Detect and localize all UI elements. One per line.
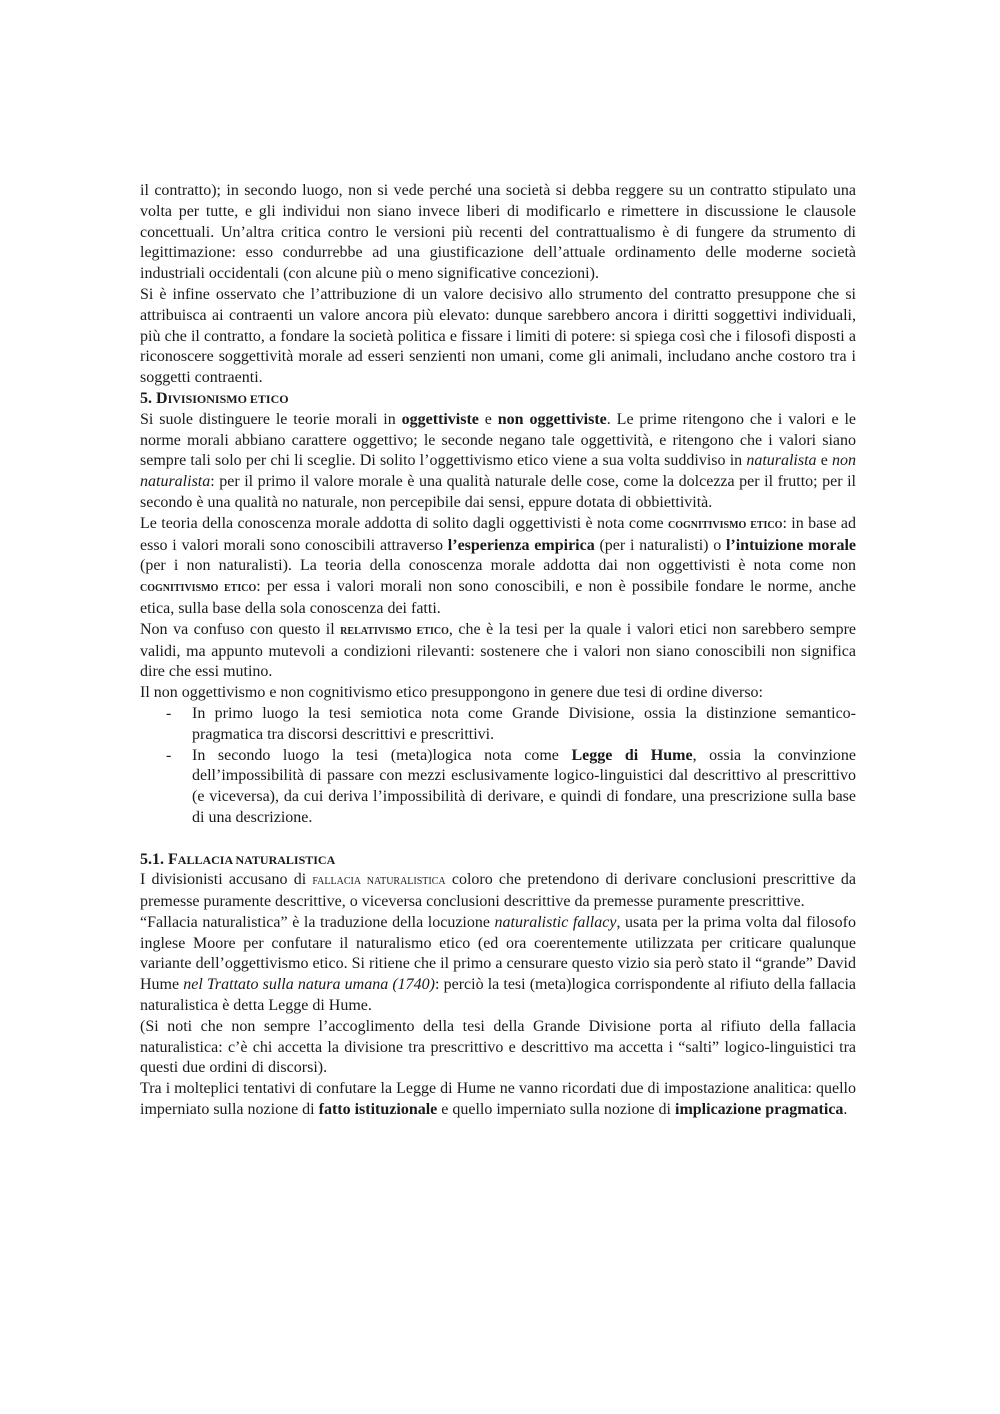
italic-term-naturalistic-fallacy: naturalistic fallacy (494, 913, 617, 931)
text-run: : per essa i valori morali non sono conoscibili, e non è possibile fondare le norme, anche etica, sulla base della sola conoscenza dei fatti. (140, 578, 857, 617)
text-run: “Fallacia naturalistica” è la traduzione della locuzione (140, 913, 495, 931)
bold-term-esperienza-empirica: l’esperienza empirica (447, 536, 595, 554)
text-run: coloro che pretendono di derivare conclusioni prescrittive da premesse puramente descrittive, o viceversa conclusioni descrittive da premesse puramente prescrittive. (140, 871, 856, 911)
dash-bullet: - (166, 704, 172, 722)
bold-term-legge-di-hume: Legge di Hume (571, 746, 693, 764)
text-run: (per i non naturalisti). La teoria della conoscenza morale addotta dai non oggettivisti è nota come non (140, 557, 856, 575)
theses-list (140, 704, 856, 829)
paragraph-moore (140, 913, 856, 1017)
text-run: Le teoria della conoscenza morale addotta di solito dagli oggettivisti è nota come (140, 514, 668, 532)
text-run: (per i naturalisti) o (594, 536, 726, 554)
heading-first-letter: F (168, 850, 178, 868)
paragraph-oggettivismo (140, 410, 856, 514)
paragraph-cognitivismo (140, 514, 856, 620)
paragraph-confutazioni (140, 1079, 856, 1121)
heading-rest: IVISIONISMO ETICO (167, 391, 289, 406)
text-run: . (843, 1101, 848, 1119)
text-run: , ossia la convinzione dell’impossibilità di passare con mezzi esclusivamente logico-linguistici dal descrittivo al prescrittivo (e viceversa), da cui deriva l’impossibilità di derivare, e quindi di fondare, una prescrizione sulla base di una descrizione. (192, 746, 856, 826)
paragraph-two-theses-intro: Il non oggettivismo e non cognitivismo etico presuppongono in genere due tesi di ordine diverso: (140, 684, 763, 702)
text-run: , che è la tesi per la quale i valori etici non sarebbero sempre validi, ma appunto mutevoli a condizioni rilevanti: sostenere che i valori non siano conoscibili non significa dire che essi mutino. (140, 620, 857, 681)
heading-rest: ALLACIA NATURALISTICA (177, 852, 336, 867)
bold-term-oggettiviste: oggettiviste (401, 410, 479, 428)
list-item (140, 704, 856, 746)
text-run: : in base ad esso i valori morali sono conoscibili attraverso (140, 514, 857, 554)
term-relativismo-etico: relativismo etico (340, 622, 449, 638)
text-run: e (478, 410, 498, 428)
text-run: In secondo luogo la tesi (meta)logica nota come (192, 746, 572, 764)
bold-term-non-oggettiviste: non oggettiviste (497, 410, 607, 428)
italic-term-naturalista: naturalista (746, 452, 817, 470)
text-run: , usata per la prima volta dal filosofo inglese Moore per confutare il naturalismo etico (ed ora coerentemente utilizzata per criticare qualunque variante dell’oggettivismo etico. Si ritiene che il primo a censurare questo vizio sia però stato il “grande” David Hume (140, 913, 856, 994)
paragraph-divisionisti (140, 870, 856, 913)
text-run: Tra i molteplici tentativi di confutare la Legge di Hume ne vanno ricordati due di impostazione analitica: quello imperniato sulla nozione di (140, 1080, 856, 1119)
text-run: : per il primo il valore morale è una qualità naturale delle cose, come la dolcezza per il frutto; per il secondo è una qualità no naturale, non percepibile dai sensi, eppure dotata di obbiettività. (140, 473, 856, 511)
italic-citation-trattato: nel Trattato sulla natura umana (1740) (183, 976, 436, 994)
bold-term-implicazione-pragmatica: implicazione pragmatica (675, 1101, 844, 1119)
blank-line (140, 829, 856, 850)
paragraph-grande-divisione-note: (Si noti che non sempre l’accoglimento della tesi della Grande Divisione porta al rifiuto della fallacia naturalistica: c’è chi accetta la divisione tra prescrittivo e descrittivo ma accetta i “salti” logico-linguistici tra questi due ordini di discorsi). (140, 1017, 856, 1077)
text-run: . Le prime ritengono che i valori e le norme morali abbiano carattere oggettivo; le seconde negano tale oggettività, e ritengono che i valori siano sempre tali solo per chi li sceglie. Di solito l’oggettivismo etico viene a sua volta suddiviso in (140, 410, 856, 470)
term-cognitivismo-etico: cognitivismo etico (667, 516, 783, 532)
paragraph-contract-rights: Si è infine osservato che l’attribuzione di un valore decisivo allo strumento del contratto presuppone che si attribuisca ai contraenti un valore ancora più elevato: dunque sarebbero ancora i diritti soggettivi individuali, più che il contratto, a fondare la società politica e fissare i limiti di potere: si spiega così che i filosofi disposti a riconoscere soggettività morale ad esseri senzienti non umani, come gli animali, includano anche costoro tra i soggetti contraenti. (140, 285, 856, 387)
bold-term-fatto-istituzionale: fatto istituzionale (318, 1101, 438, 1119)
term-fallacia-naturalistica: fallacia naturalistica (312, 873, 446, 889)
heading-number: 5. (140, 389, 156, 407)
text-run: I divisionisti accusano di (140, 871, 313, 889)
dash-bullet: - (166, 746, 172, 764)
text-run: e quello imperniato sulla nozione di (437, 1101, 675, 1119)
text-run: e (816, 452, 832, 470)
document-page (140, 181, 856, 1121)
section-heading-5-1 (140, 850, 856, 871)
heading-number: 5.1. (140, 850, 168, 868)
paragraph-contract-critique: il contratto); in secondo luogo, non si vede perché una società si debba reggere su un contratto stipulato una volta per tutte, e gli individui non siano invece liberi di modificarlo e rimettere in discussione le clausole concettuali. Un’altra critica contro le versioni più recenti del contrattualismo è di fungere da strumento di legittimazione: esso condurrebbe ad una giustificazione dell’attuale ordinamento delle moderne società industriali occidentali (con alcune più o meno significative concezioni). (140, 182, 856, 283)
section-heading-5 (140, 389, 856, 410)
list-item (140, 746, 856, 829)
bold-term-intuizione-morale: l’intuizione morale (725, 536, 857, 554)
text-run: Si suole distinguere le teorie morali in (140, 410, 402, 428)
italic-term-non-naturalista: non naturalista (140, 452, 856, 491)
term-cognitivismo-etico: cognitivismo etico (140, 580, 257, 596)
text-run: Non va confuso con questo il (140, 620, 341, 638)
text-run: : perciò la tesi (meta)logica corrispondente al rifiuto della fallacia naturalistica è detta Legge di Hume. (140, 976, 857, 1015)
heading-first-letter: D (156, 389, 168, 407)
list-item-text: In primo luogo la tesi semiotica nota come Grande Divisione, ossia la distinzione semantico-pragmatica tra discorsi descrittivi e prescrittivi. (192, 704, 856, 743)
paragraph-relativismo (140, 620, 856, 683)
